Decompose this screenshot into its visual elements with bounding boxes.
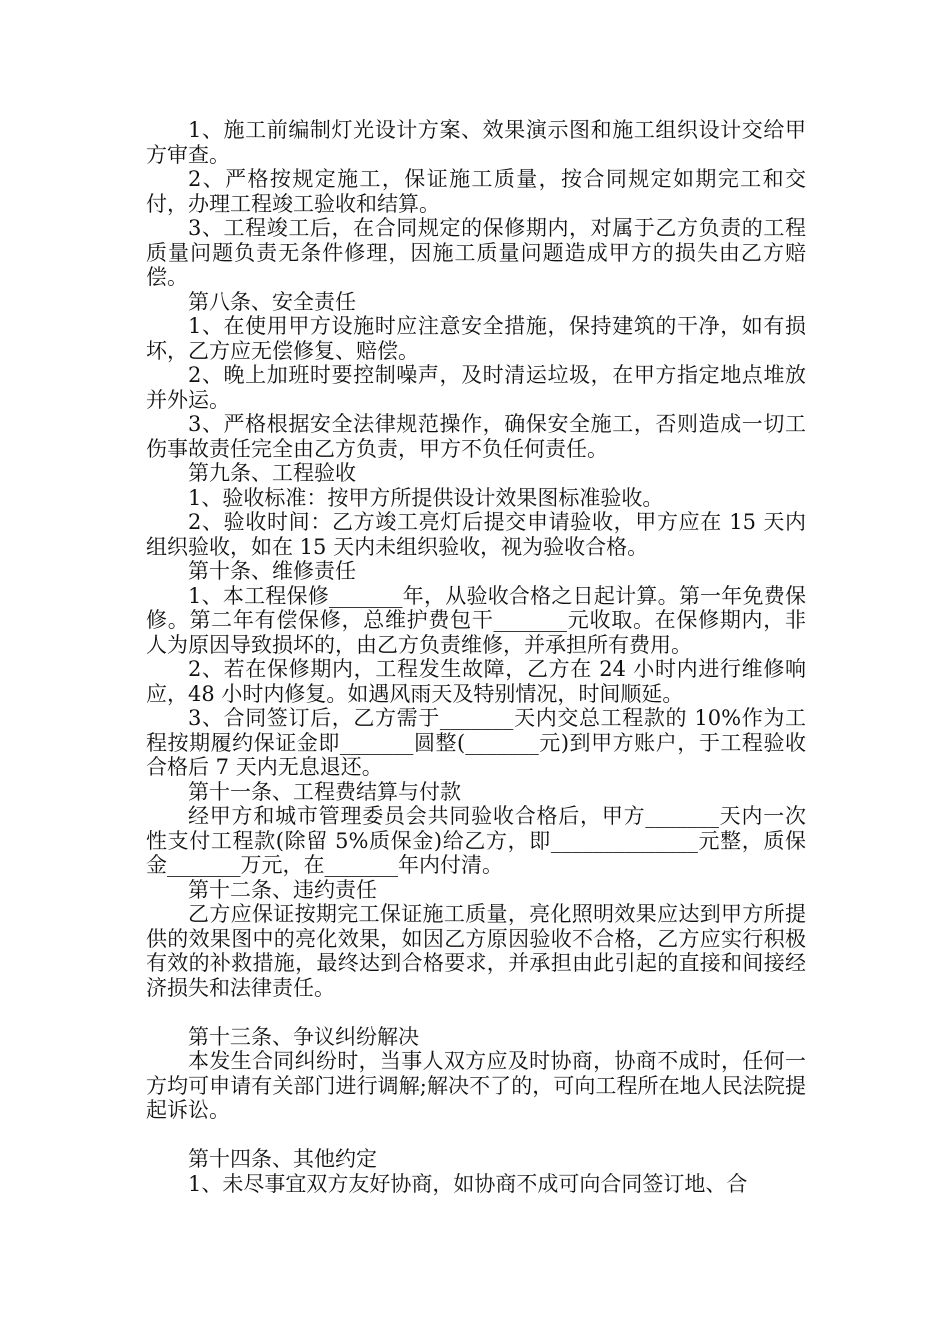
clause-paragraph: 1、验收标准：按甲方所提供设计效果图标准验收。	[188, 485, 664, 510]
article-heading: 第十二条、违约责任	[188, 877, 377, 902]
clause-paragraph: 2、验收时间：乙方竣工亮灯后提交申请验收，甲方应在 15 天内组织验收，如在 15 天内未组织验收，视为验收合格。	[146, 510, 806, 559]
clause-paragraph: 2、严格按规定施工，保证施工质量，按合同规定如期完工和交付，办理工程竣工验收和结算。	[146, 167, 806, 216]
clause-paragraph: 3、合同签订后，乙方需于_______天内交总工程款的 10%作为工程按期履约保证金即_______圆整(_______元)到甲方账户，于工程验收合格后 7 天内无息退还。	[146, 706, 806, 779]
paragraph-spacer	[146, 1123, 806, 1148]
clause-paragraph: 3、工程竣工后，在合同规定的保修期内，对属于乙方负责的工程质量问题负责无条件修理，因施工质量问题造成甲方的损失由乙方赔偿。	[146, 216, 806, 289]
clause-paragraph: 1、未尽事宜双方友好协商，如协商不成可向合同签订地、合	[188, 1171, 748, 1196]
article-heading: 第九条、工程验收	[188, 461, 356, 485]
clause-paragraph: 1、施工前编制灯光设计方案、效果演示图和施工组织设计交给甲方审查。	[146, 118, 806, 167]
document-page	[146, 118, 806, 1196]
article-heading: 第八条、安全责任	[188, 289, 356, 314]
clause-paragraph: 本发生合同纠纷时，当事人双方应及时协商，协商不成时，任何一方均可申请有关部门进行调解;解决不了的，可向工程所在地人民法院提起诉讼。	[146, 1049, 806, 1122]
article-heading: 第十四条、其他约定	[188, 1147, 377, 1171]
clause-paragraph: 经甲方和城市管理委员会共同验收合格后，甲方_______天内一次性支付工程款(除留 5%质保金)给乙方，即______________元整，质保金_______万元，在_______年内付清。	[146, 804, 806, 877]
clause-paragraph: 1、在使用甲方设施时应注意安全措施，保持建筑的干净，如有损坏，乙方应无偿修复、赔偿。	[146, 314, 806, 363]
clause-paragraph: 2、若在保修期内，工程发生故障，乙方在 24 小时内进行维修响应，48 小时内修复。如遇风雨天及特别情况，时间顺延。	[146, 657, 806, 706]
clause-paragraph: 3、严格根据安全法律规范操作，确保安全施工，否则造成一切工伤事故责任完全由乙方负责，甲方不负任何责任。	[146, 412, 806, 461]
article-heading: 第十条、维修责任	[188, 559, 356, 583]
paragraph-spacer	[146, 1000, 806, 1025]
article-heading: 第十一条、工程费结算与付款	[188, 779, 461, 804]
clause-paragraph: 1、本工程保修_______年，从验收合格之日起计算。第一年免费保修。第二年有偿保修，总维护费包干_______元收取。在保修期内，非人为原因导致损坏的，由乙方负责维修，并承担所有费用。	[146, 583, 806, 657]
clause-paragraph: 乙方应保证按期完工保证施工质量，亮化照明效果应达到甲方所提供的效果图中的亮化效果，如因乙方原因验收不合格，乙方应实行积极有效的补救措施，最终达到合格要求，并承担由此引起的直接和间接经济损失和法律责任。	[146, 902, 806, 1000]
clause-paragraph: 2、晚上加班时要控制噪声，及时清运垃圾，在甲方指定地点堆放并外运。	[146, 363, 806, 412]
article-heading: 第十三条、争议纠纷解决	[188, 1024, 419, 1049]
